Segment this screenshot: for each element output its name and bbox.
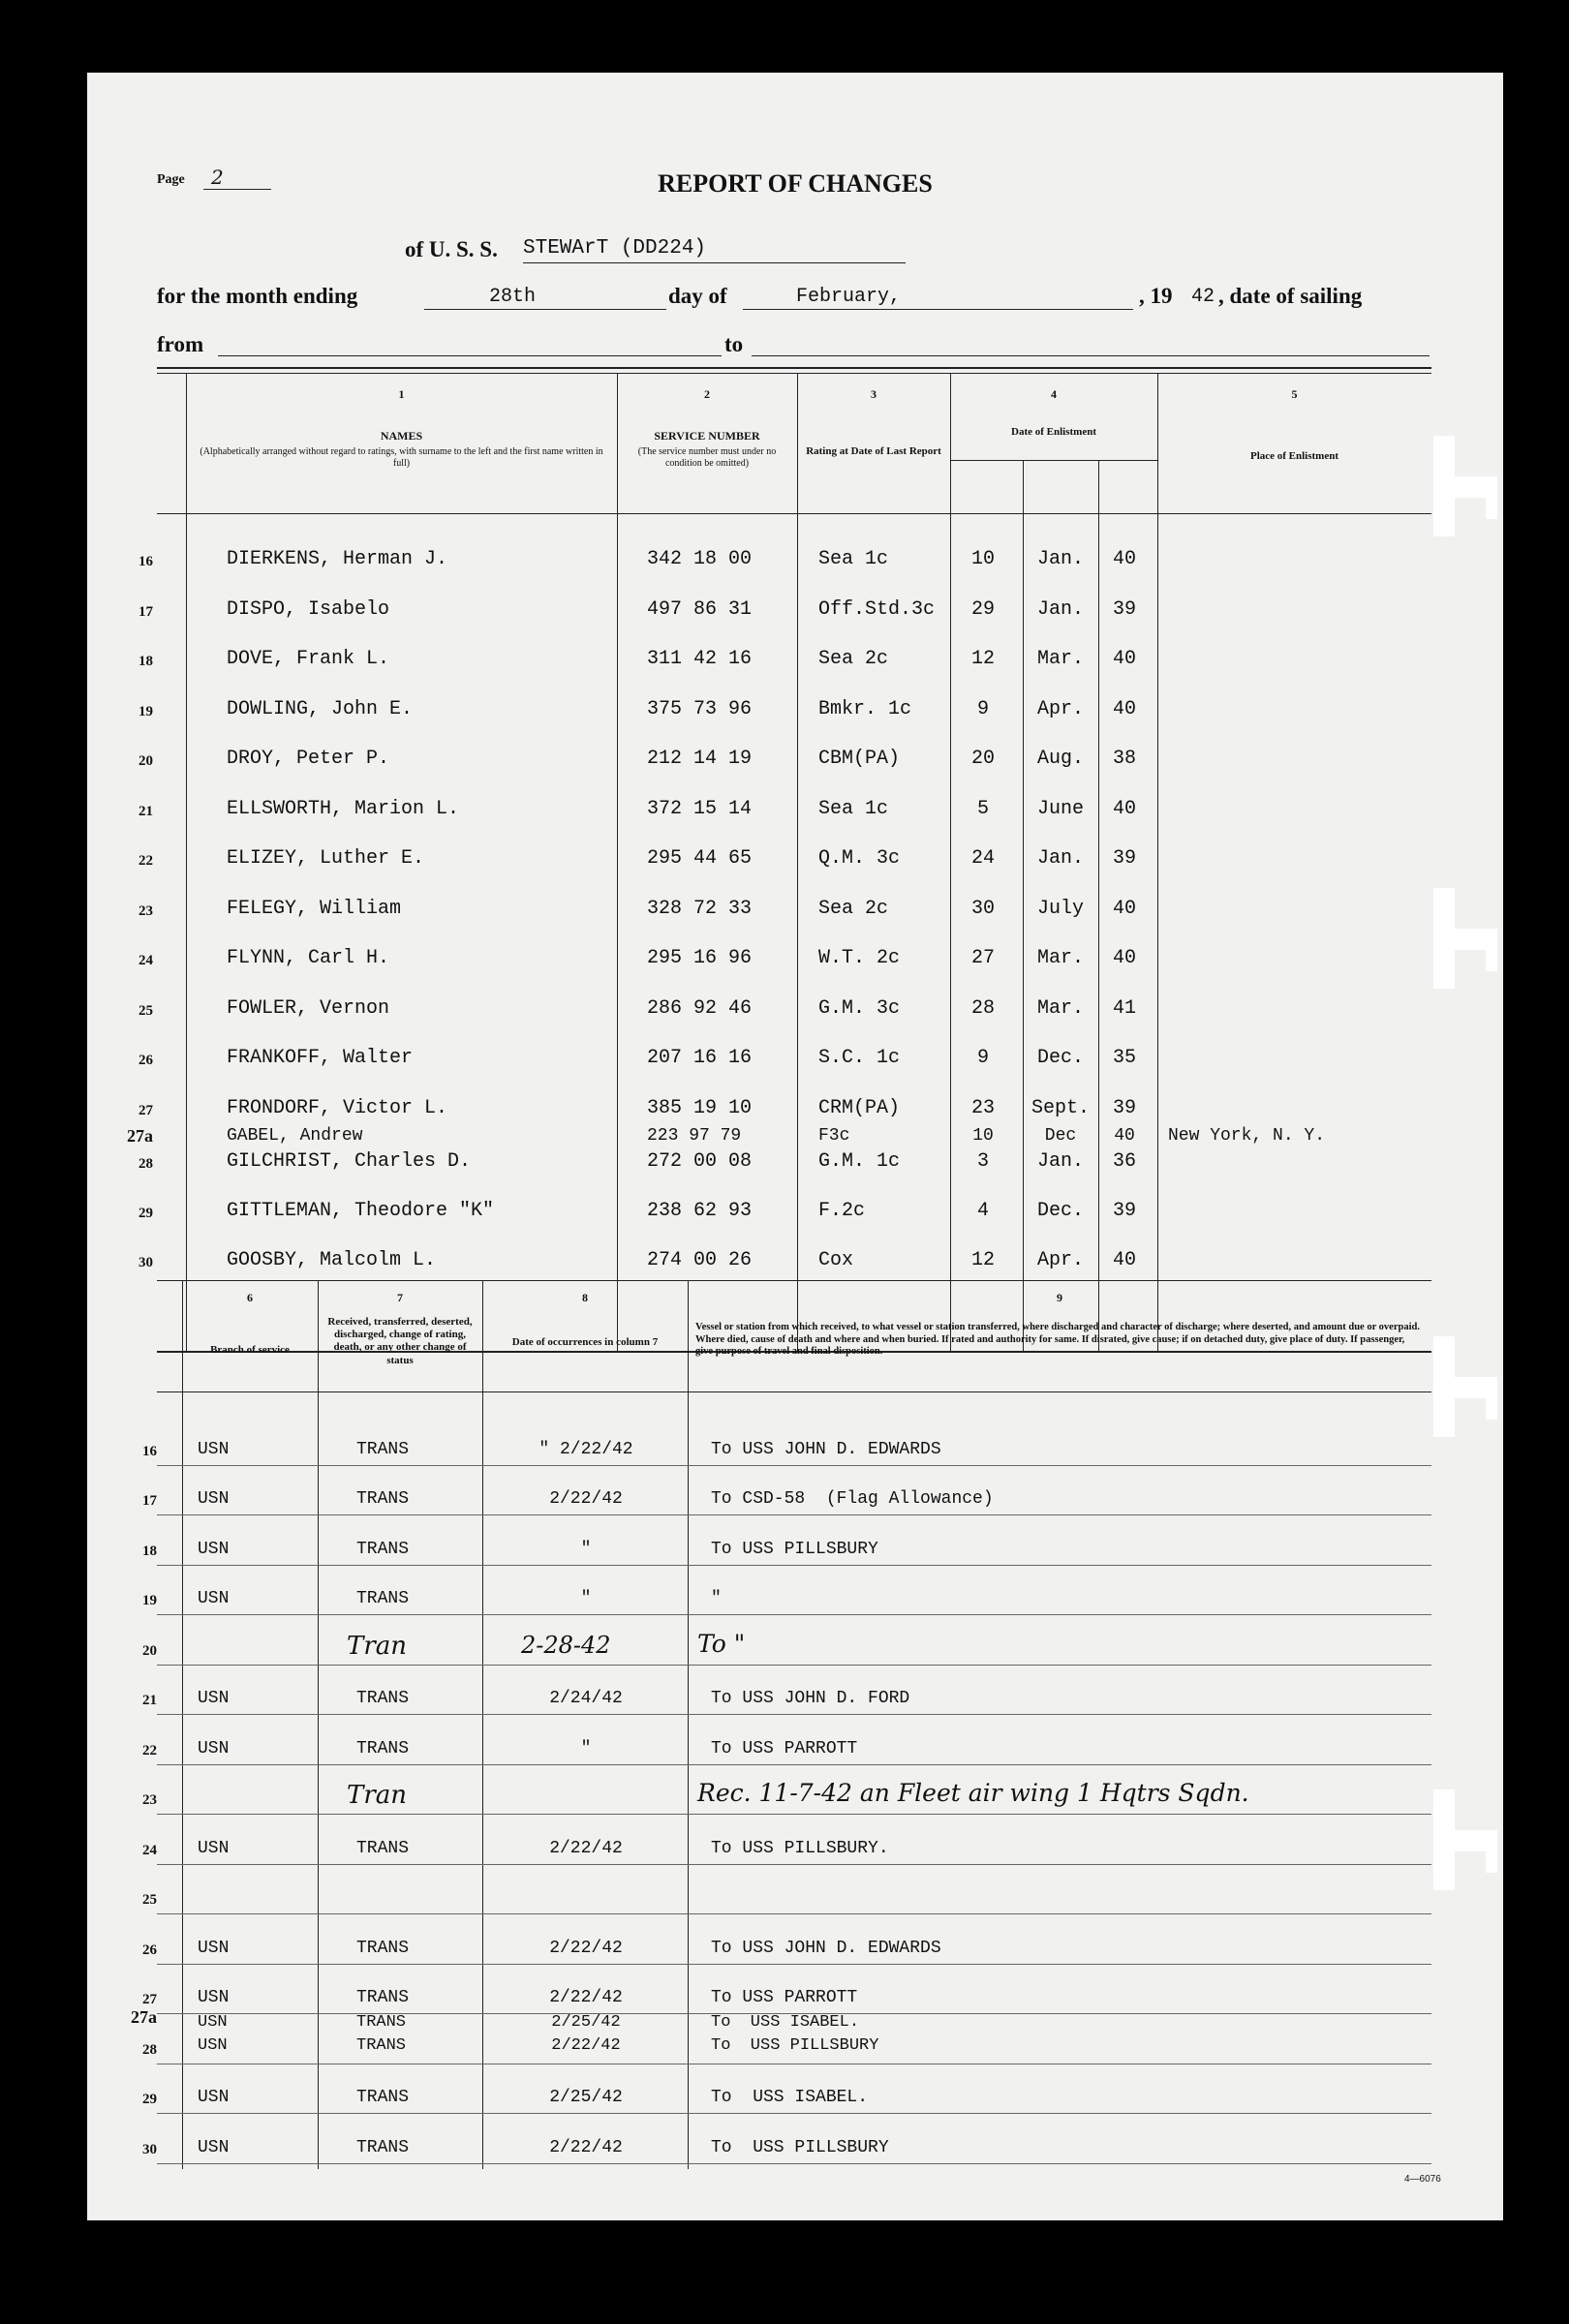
row-number: 18 bbox=[138, 654, 153, 669]
branch-of-service: USN bbox=[198, 1939, 230, 1958]
table-row bbox=[87, 1630, 1503, 1667]
enlistment-month: Mar. bbox=[1036, 648, 1084, 670]
table-row bbox=[87, 1986, 1503, 2015]
enlistee-name: DIERKENS, Herman J. bbox=[227, 548, 448, 570]
date-of-occurrence: 2/22/42 bbox=[549, 1939, 623, 1958]
branch-of-service: USN bbox=[198, 1589, 230, 1608]
enlistment-month: Mar. bbox=[1036, 997, 1084, 1020]
binder-tab bbox=[1433, 888, 1455, 989]
binder-tab bbox=[1433, 1789, 1455, 1890]
column-number: 2 bbox=[704, 387, 710, 401]
row-number: 27a bbox=[127, 1126, 153, 1146]
row-number: 29 bbox=[142, 2092, 157, 2107]
branch-of-service: USN bbox=[198, 1988, 230, 2007]
enlistment-year: 36 bbox=[1112, 1150, 1136, 1173]
column-number: 4 bbox=[1051, 387, 1057, 401]
remarks: To USS PILLSBURY bbox=[711, 2036, 879, 2055]
enlistee-name: FOWLER, Vernon bbox=[227, 997, 390, 1020]
row-number: 22 bbox=[142, 1743, 157, 1758]
service-number: 272 00 08 bbox=[647, 1150, 753, 1173]
enlistment-year: 39 bbox=[1112, 1097, 1136, 1119]
branch-of-service: USN bbox=[198, 1839, 230, 1858]
table-row bbox=[87, 2086, 1503, 2115]
row-number: 16 bbox=[138, 554, 153, 569]
row-number: 21 bbox=[142, 1693, 157, 1708]
change-of-status: TRANS bbox=[356, 2036, 407, 2055]
table-row bbox=[87, 1937, 1503, 1966]
service-number: 274 00 26 bbox=[647, 1249, 753, 1271]
table-row bbox=[87, 648, 1503, 677]
enlistment-month: Jan. bbox=[1036, 598, 1084, 621]
enlistee-name: FELEGY, William bbox=[227, 898, 402, 920]
column-number: 3 bbox=[871, 387, 877, 401]
enlistment-day: 9 bbox=[976, 698, 989, 720]
column-number: 1 bbox=[398, 387, 405, 401]
date-of-occurrence: 2/22/42 bbox=[549, 1839, 623, 1858]
remarks: Rec. 11-7-42 an Fleet air wing 1 Hqtrs Sqdn. bbox=[697, 1779, 1249, 1807]
date-of-occurrence: 2/22/42 bbox=[549, 1489, 623, 1509]
change-of-status: TRANS bbox=[356, 1440, 410, 1459]
date-of-occurrence: " bbox=[580, 1540, 592, 1559]
column-title: SERVICE NUMBER bbox=[654, 429, 760, 443]
enlistee-name: GOOSBY, Malcolm L. bbox=[227, 1249, 437, 1271]
row-number: 17 bbox=[142, 1493, 157, 1509]
enlistee-name: ELLSWORTH, Marion L. bbox=[227, 798, 460, 820]
binder-tab bbox=[1433, 1336, 1455, 1437]
column-number: 5 bbox=[1291, 387, 1298, 401]
table-row bbox=[87, 1200, 1503, 1229]
column-number: 9 bbox=[1057, 1291, 1062, 1304]
rating: W.T. 2c bbox=[818, 947, 901, 969]
table-row bbox=[87, 898, 1503, 927]
enlistment-day: 10 bbox=[970, 548, 995, 570]
table-row bbox=[87, 1438, 1503, 1467]
table-row bbox=[87, 1538, 1503, 1567]
date-of-occurrence: " 2/22/42 bbox=[538, 1440, 633, 1459]
enlistment-year: 38 bbox=[1112, 748, 1136, 770]
column-title: Date of Enlistment bbox=[1011, 426, 1096, 438]
change-of-status: Tran bbox=[347, 1781, 408, 1810]
row-number: 20 bbox=[142, 1643, 157, 1659]
service-number: 311 42 16 bbox=[647, 648, 753, 670]
rating: Sea 1c bbox=[818, 548, 889, 570]
remarks: To USS JOHN D. EDWARDS bbox=[711, 1939, 941, 1958]
change-of-status: TRANS bbox=[356, 1589, 410, 1608]
service-number: 497 86 31 bbox=[647, 598, 753, 621]
remarks: To USS ISABEL. bbox=[711, 2013, 860, 2032]
enlistment-year: 39 bbox=[1112, 598, 1136, 621]
enlistment-month: Jan. bbox=[1036, 1150, 1084, 1173]
ship-prefix: of U. S. S. bbox=[405, 237, 498, 261]
rating: G.M. 3c bbox=[818, 997, 901, 1020]
remarks: To USS JOHN D. EDWARDS bbox=[711, 1440, 941, 1459]
year: 42 bbox=[1191, 286, 1215, 308]
enlistment-year: 40 bbox=[1112, 1249, 1136, 1271]
enlistment-month: Dec. bbox=[1036, 1047, 1084, 1069]
column-number: 8 bbox=[582, 1291, 588, 1304]
remarks: " bbox=[711, 1589, 722, 1608]
rating: Q.M. 3c bbox=[818, 847, 901, 870]
row-number: 21 bbox=[138, 804, 153, 819]
enlistment-day: 12 bbox=[970, 648, 995, 670]
rating: CBM(PA) bbox=[818, 748, 901, 770]
change-of-status: TRANS bbox=[356, 2013, 407, 2032]
row-number: 30 bbox=[142, 2142, 157, 2157]
table-row bbox=[87, 598, 1503, 627]
table-row bbox=[87, 1150, 1503, 1179]
enlistment-month: June bbox=[1036, 798, 1084, 820]
table-row bbox=[87, 1249, 1503, 1278]
column-title: Date of occurrences in column 7 bbox=[511, 1336, 659, 1348]
enlistee-name: DROY, Peter P. bbox=[227, 748, 390, 770]
enlistment-day: 3 bbox=[976, 1150, 989, 1173]
rating: Sea 2c bbox=[818, 898, 889, 920]
enlistee-name: DOWLING, John E. bbox=[227, 698, 414, 720]
table-row bbox=[87, 798, 1503, 827]
enlistment-month: Dec. bbox=[1036, 1200, 1084, 1222]
remarks: To CSD-58 (Flag Allowance) bbox=[711, 1489, 994, 1509]
enlistee-name: FLYNN, Carl H. bbox=[227, 947, 390, 969]
date-of-sailing-label: , date of sailing bbox=[1218, 284, 1363, 308]
remarks: To USS JOHN D. FORD bbox=[711, 1689, 910, 1708]
row-number: 18 bbox=[142, 1544, 157, 1559]
column-title: Place of Enlistment bbox=[1249, 450, 1339, 462]
row-number: 24 bbox=[142, 1843, 157, 1858]
enlistment-month: Jan. bbox=[1036, 548, 1084, 570]
column-subtitle: (The service number must under no condition be omitted) bbox=[637, 446, 777, 469]
branch-of-service: USN bbox=[198, 1739, 230, 1758]
row-number: 24 bbox=[138, 953, 153, 968]
enlistment-day: 9 bbox=[976, 1047, 989, 1069]
branch-of-service: USN bbox=[198, 2138, 230, 2157]
change-of-status: TRANS bbox=[356, 1739, 410, 1758]
remarks: To USS PARROTT bbox=[711, 1739, 858, 1758]
remarks: To " bbox=[697, 1630, 746, 1658]
table-row bbox=[87, 1487, 1503, 1516]
enlistee-name: GABEL, Andrew bbox=[227, 1126, 363, 1146]
rating: CRM(PA) bbox=[818, 1097, 901, 1119]
branch-of-service: USN bbox=[198, 1540, 230, 1559]
branch-of-service: USN bbox=[198, 1440, 230, 1459]
service-number: 295 44 65 bbox=[647, 847, 753, 870]
table-row bbox=[87, 1047, 1503, 1076]
to-label: to bbox=[724, 332, 744, 356]
remarks: To USS PILLSBURY bbox=[711, 1540, 878, 1559]
enlistment-month: Apr. bbox=[1036, 1249, 1084, 1271]
row-number: 27a bbox=[131, 2007, 157, 2027]
table-row bbox=[87, 847, 1503, 876]
branch-of-service: USN bbox=[198, 1489, 230, 1509]
row-number: 25 bbox=[138, 1003, 153, 1019]
column-title: Received, transferred, deserted, discharged, change of rating, death, or any other change of status bbox=[327, 1316, 473, 1366]
service-number: 375 73 96 bbox=[647, 698, 753, 720]
rating: S.C. 1c bbox=[818, 1047, 901, 1069]
row-number: 28 bbox=[142, 2042, 157, 2058]
change-of-status: TRANS bbox=[356, 1839, 410, 1858]
date-of-occurrence: 2/25/42 bbox=[551, 2013, 621, 2032]
page-label: Page bbox=[157, 172, 185, 187]
report-sheet bbox=[87, 73, 1503, 2220]
enlistment-day: 5 bbox=[976, 798, 989, 820]
change-of-status: TRANS bbox=[356, 2138, 410, 2157]
service-number: 372 15 14 bbox=[647, 798, 753, 820]
service-number: 207 16 16 bbox=[647, 1047, 753, 1069]
table-row bbox=[87, 1779, 1503, 1816]
enlistment-year: 40 bbox=[1112, 898, 1136, 920]
enlistment-year: 40 bbox=[1114, 1126, 1135, 1146]
date-of-occurrence: 2/22/42 bbox=[551, 2036, 621, 2055]
service-number: 328 72 33 bbox=[647, 898, 753, 920]
enlistment-day: 4 bbox=[976, 1200, 989, 1222]
enlistee-name: ELIZEY, Luther E. bbox=[227, 847, 425, 870]
enlistment-year: 40 bbox=[1112, 648, 1136, 670]
binder-tab bbox=[1433, 436, 1455, 536]
row-number: 26 bbox=[138, 1053, 153, 1068]
service-number: 212 14 19 bbox=[647, 748, 753, 770]
table-row bbox=[87, 947, 1503, 976]
day-of-label: day of bbox=[668, 284, 727, 308]
enlistee-name: GITTLEMAN, Theodore "K" bbox=[227, 1200, 495, 1222]
enlistment-month: July bbox=[1036, 898, 1084, 920]
row-number: 26 bbox=[142, 1942, 157, 1958]
enlistee-name: DISPO, Isabelo bbox=[227, 598, 390, 621]
enlistment-month: Apr. bbox=[1036, 698, 1084, 720]
enlistee-name: FRANKOFF, Walter bbox=[227, 1047, 414, 1069]
remarks: To USS PILLSBURY bbox=[711, 2138, 889, 2157]
row-number: 30 bbox=[138, 1255, 153, 1270]
enlistee-name: FRONDORF, Victor L. bbox=[227, 1097, 448, 1119]
service-number: 295 16 96 bbox=[647, 947, 753, 969]
column-number: 7 bbox=[397, 1291, 403, 1304]
row-number: 19 bbox=[138, 704, 153, 719]
table-row bbox=[87, 1886, 1503, 1915]
service-number: 223 97 79 bbox=[647, 1126, 742, 1146]
rating: G.M. 1c bbox=[818, 1150, 901, 1173]
table-row bbox=[87, 1687, 1503, 1716]
enlistment-day: 28 bbox=[970, 997, 995, 1020]
enlistment-year: 41 bbox=[1112, 997, 1136, 1020]
change-of-status: TRANS bbox=[356, 1689, 410, 1708]
rating: Bmkr. 1c bbox=[818, 698, 912, 720]
enlistee-name: DOVE, Frank L. bbox=[227, 648, 390, 670]
rating: Sea 1c bbox=[818, 798, 889, 820]
branch-of-service: USN bbox=[198, 1689, 230, 1708]
enlistment-day: 29 bbox=[970, 598, 995, 621]
column-title: Rating at Date of Last Report bbox=[806, 445, 941, 457]
enlistment-day: 30 bbox=[970, 898, 995, 920]
row-number: 23 bbox=[142, 1792, 157, 1808]
column-title: NAMES bbox=[380, 429, 423, 443]
date-of-occurrence: 2/25/42 bbox=[549, 2088, 623, 2107]
enlistment-year: 40 bbox=[1112, 947, 1136, 969]
enlistment-day: 27 bbox=[970, 947, 995, 969]
row-number: 27 bbox=[138, 1103, 153, 1118]
row-number: 27 bbox=[142, 1992, 157, 2007]
date-of-occurrence: 2/24/42 bbox=[549, 1689, 623, 1708]
report-title: REPORT OF CHANGES bbox=[658, 169, 933, 198]
enlistment-day: 10 bbox=[972, 1126, 994, 1146]
enlistment-month: Dec bbox=[1044, 1126, 1077, 1146]
table-row bbox=[87, 1097, 1503, 1126]
enlistment-month: Mar. bbox=[1036, 947, 1084, 969]
table-row bbox=[87, 1837, 1503, 1866]
enlistment-day: 20 bbox=[970, 748, 995, 770]
service-number: 238 62 93 bbox=[647, 1200, 753, 1222]
column-number: 6 bbox=[247, 1291, 253, 1304]
row-number: 28 bbox=[138, 1156, 153, 1172]
month-day: 28th bbox=[489, 286, 537, 308]
table-row bbox=[87, 748, 1503, 777]
table-row bbox=[87, 2136, 1503, 2165]
row-number: 16 bbox=[142, 1444, 157, 1459]
page-number: 2 bbox=[211, 166, 224, 189]
change-of-status: TRANS bbox=[356, 1540, 410, 1559]
change-of-status: TRANS bbox=[356, 2088, 410, 2107]
row-number: 22 bbox=[138, 853, 153, 869]
row-number: 19 bbox=[142, 1593, 157, 1608]
table-row bbox=[87, 997, 1503, 1026]
enlistment-year: 40 bbox=[1112, 548, 1136, 570]
service-number: 286 92 46 bbox=[647, 997, 753, 1020]
remarks: To USS ISABEL. bbox=[711, 2088, 869, 2107]
enlistment-year: 40 bbox=[1112, 698, 1136, 720]
year-prefix: , 19 bbox=[1139, 284, 1173, 308]
month-name: February, bbox=[796, 286, 902, 308]
enlistment-day: 24 bbox=[970, 847, 995, 870]
column-title: Vessel or station from which received, to what vessel or station transferred, where discharged and character of discharge; where deserted, and amount due or overpaid. Where died, cause of death and where and when buried. If rated and authority for same. If disrated, give cause; if on detached duty, give place of duty. If passenger, give purpose of travel and final disposition. bbox=[695, 1322, 1420, 1358]
table-row bbox=[87, 2036, 1503, 2065]
row-number: 29 bbox=[138, 1206, 153, 1221]
place-of-enlistment: New York, N. Y. bbox=[1168, 1126, 1326, 1146]
enlistment-year: 35 bbox=[1112, 1047, 1136, 1069]
from-label: from bbox=[157, 332, 204, 356]
service-number: 385 19 10 bbox=[647, 1097, 753, 1119]
change-of-status: Tran bbox=[347, 1632, 408, 1661]
change-of-status: TRANS bbox=[356, 1489, 410, 1509]
service-number: 342 18 00 bbox=[647, 548, 753, 570]
rating: Off.Std.3c bbox=[818, 598, 936, 621]
table-row bbox=[87, 548, 1503, 577]
enlistment-month: Jan. bbox=[1036, 847, 1084, 870]
enlistment-month: Sept. bbox=[1031, 1097, 1090, 1119]
enlistee-name: GILCHRIST, Charles D. bbox=[227, 1150, 472, 1173]
table-row bbox=[87, 1587, 1503, 1616]
row-number: 25 bbox=[142, 1892, 157, 1908]
row-number: 17 bbox=[138, 604, 153, 620]
ship-name: STEWArT (DD224) bbox=[523, 237, 707, 260]
branch-of-service: USN bbox=[198, 2013, 228, 2032]
table-row bbox=[87, 698, 1503, 727]
date-of-occurrence: 2-28-42 bbox=[521, 1632, 611, 1659]
date-of-occurrence: " bbox=[580, 1739, 592, 1758]
date-of-occurrence: " bbox=[580, 1589, 592, 1608]
table-row bbox=[87, 1737, 1503, 1766]
month-line-prefix: for the month ending bbox=[157, 284, 358, 308]
change-of-status: TRANS bbox=[356, 1939, 410, 1958]
branch-of-service: USN bbox=[198, 2088, 230, 2107]
change-of-status: TRANS bbox=[356, 1988, 410, 2007]
row-number: 23 bbox=[138, 903, 153, 919]
rating: F.2c bbox=[818, 1200, 866, 1222]
rating: Sea 2c bbox=[818, 648, 889, 670]
enlistment-year: 40 bbox=[1112, 798, 1136, 820]
remarks: To USS PILLSBURY. bbox=[711, 1839, 889, 1858]
rating: F3c bbox=[818, 1126, 850, 1146]
enlistment-year: 39 bbox=[1112, 847, 1136, 870]
form-number: 4—6076 bbox=[1404, 2174, 1441, 2185]
date-of-occurrence: 2/22/42 bbox=[549, 1988, 623, 2007]
rating: Cox bbox=[818, 1249, 854, 1271]
remarks: To USS PARROTT bbox=[711, 1988, 858, 2007]
enlistment-day: 12 bbox=[970, 1249, 995, 1271]
date-of-occurrence: 2/22/42 bbox=[549, 2138, 623, 2157]
column-subtitle: (Alphabetically arranged without regard to ratings, with surname to the left and the first name written in full) bbox=[200, 446, 603, 469]
enlistment-month: Aug. bbox=[1036, 748, 1084, 770]
row-number: 20 bbox=[138, 753, 153, 769]
branch-of-service: USN bbox=[198, 2036, 228, 2055]
enlistment-year: 39 bbox=[1112, 1200, 1136, 1222]
enlistment-day: 23 bbox=[970, 1097, 995, 1119]
column-title: Branch of service bbox=[210, 1344, 290, 1356]
